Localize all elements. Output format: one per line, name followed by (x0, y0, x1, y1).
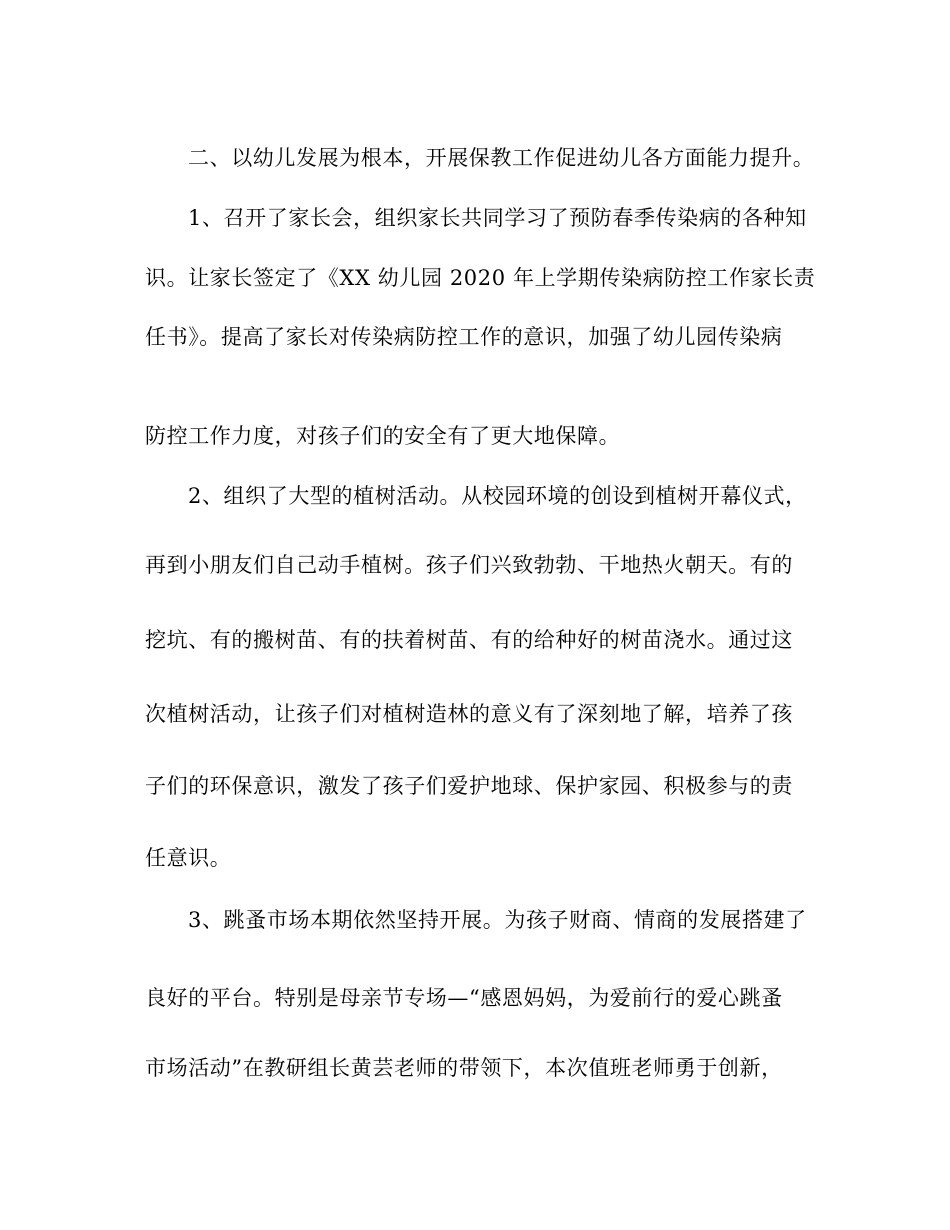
paragraph-line: 再到小朋友们自己动手植树。孩子们兴致勃勃、干地热火朝天。有的 (145, 553, 793, 577)
paragraph-line: 1、召开了家长会，组织家长共同学习了预防春季传染病的各种知 (188, 206, 807, 230)
paragraph-line: 次植树活动，让孩子们对植树造林的意义有了深刻地了解，培养了孩 (145, 702, 793, 726)
paragraph-line: 良好的平台。特别是母亲节专场—“感恩妈妈，为爱前行的爱心跳蚤 (145, 986, 783, 1010)
paragraph-line: 任意识。 (145, 846, 232, 870)
paragraph-line: 防控工作力度，对孩子们的安全有了更大地保障。 (145, 424, 621, 448)
paragraph-line: 任书》。提高了家长对传染病防控工作的意识，加强了幼儿园传染病 (145, 325, 783, 349)
paragraph-line: 识。让家长签定了《XX 幼儿园 2020 年上学期传染病防控工作家长责 (145, 266, 816, 290)
paragraph-line: 市场活动”在教研组长黄芸老师的带领下，本次值班老师勇于创新， (145, 1056, 783, 1080)
section-heading: 二、以幼儿发展为根本，开展保教工作促进幼儿各方面能力提升。 (188, 146, 815, 170)
paragraph-line: 挖坑、有的搬树苗、有的扶着树苗、有的给种好的树苗浇水。通过这 (145, 628, 793, 652)
paragraph-line: 子们的环保意识，激发了孩子们爱护地球、保护家园、积极参与的责 (145, 774, 793, 798)
paragraph-line: 3、跳蚤市场本期依然坚持开展。为孩子财商、情商的发展搭建了 (188, 908, 807, 932)
paragraph-line: 2、组织了大型的植树活动。从校园环境的创设到植树开幕仪式， (188, 484, 807, 508)
